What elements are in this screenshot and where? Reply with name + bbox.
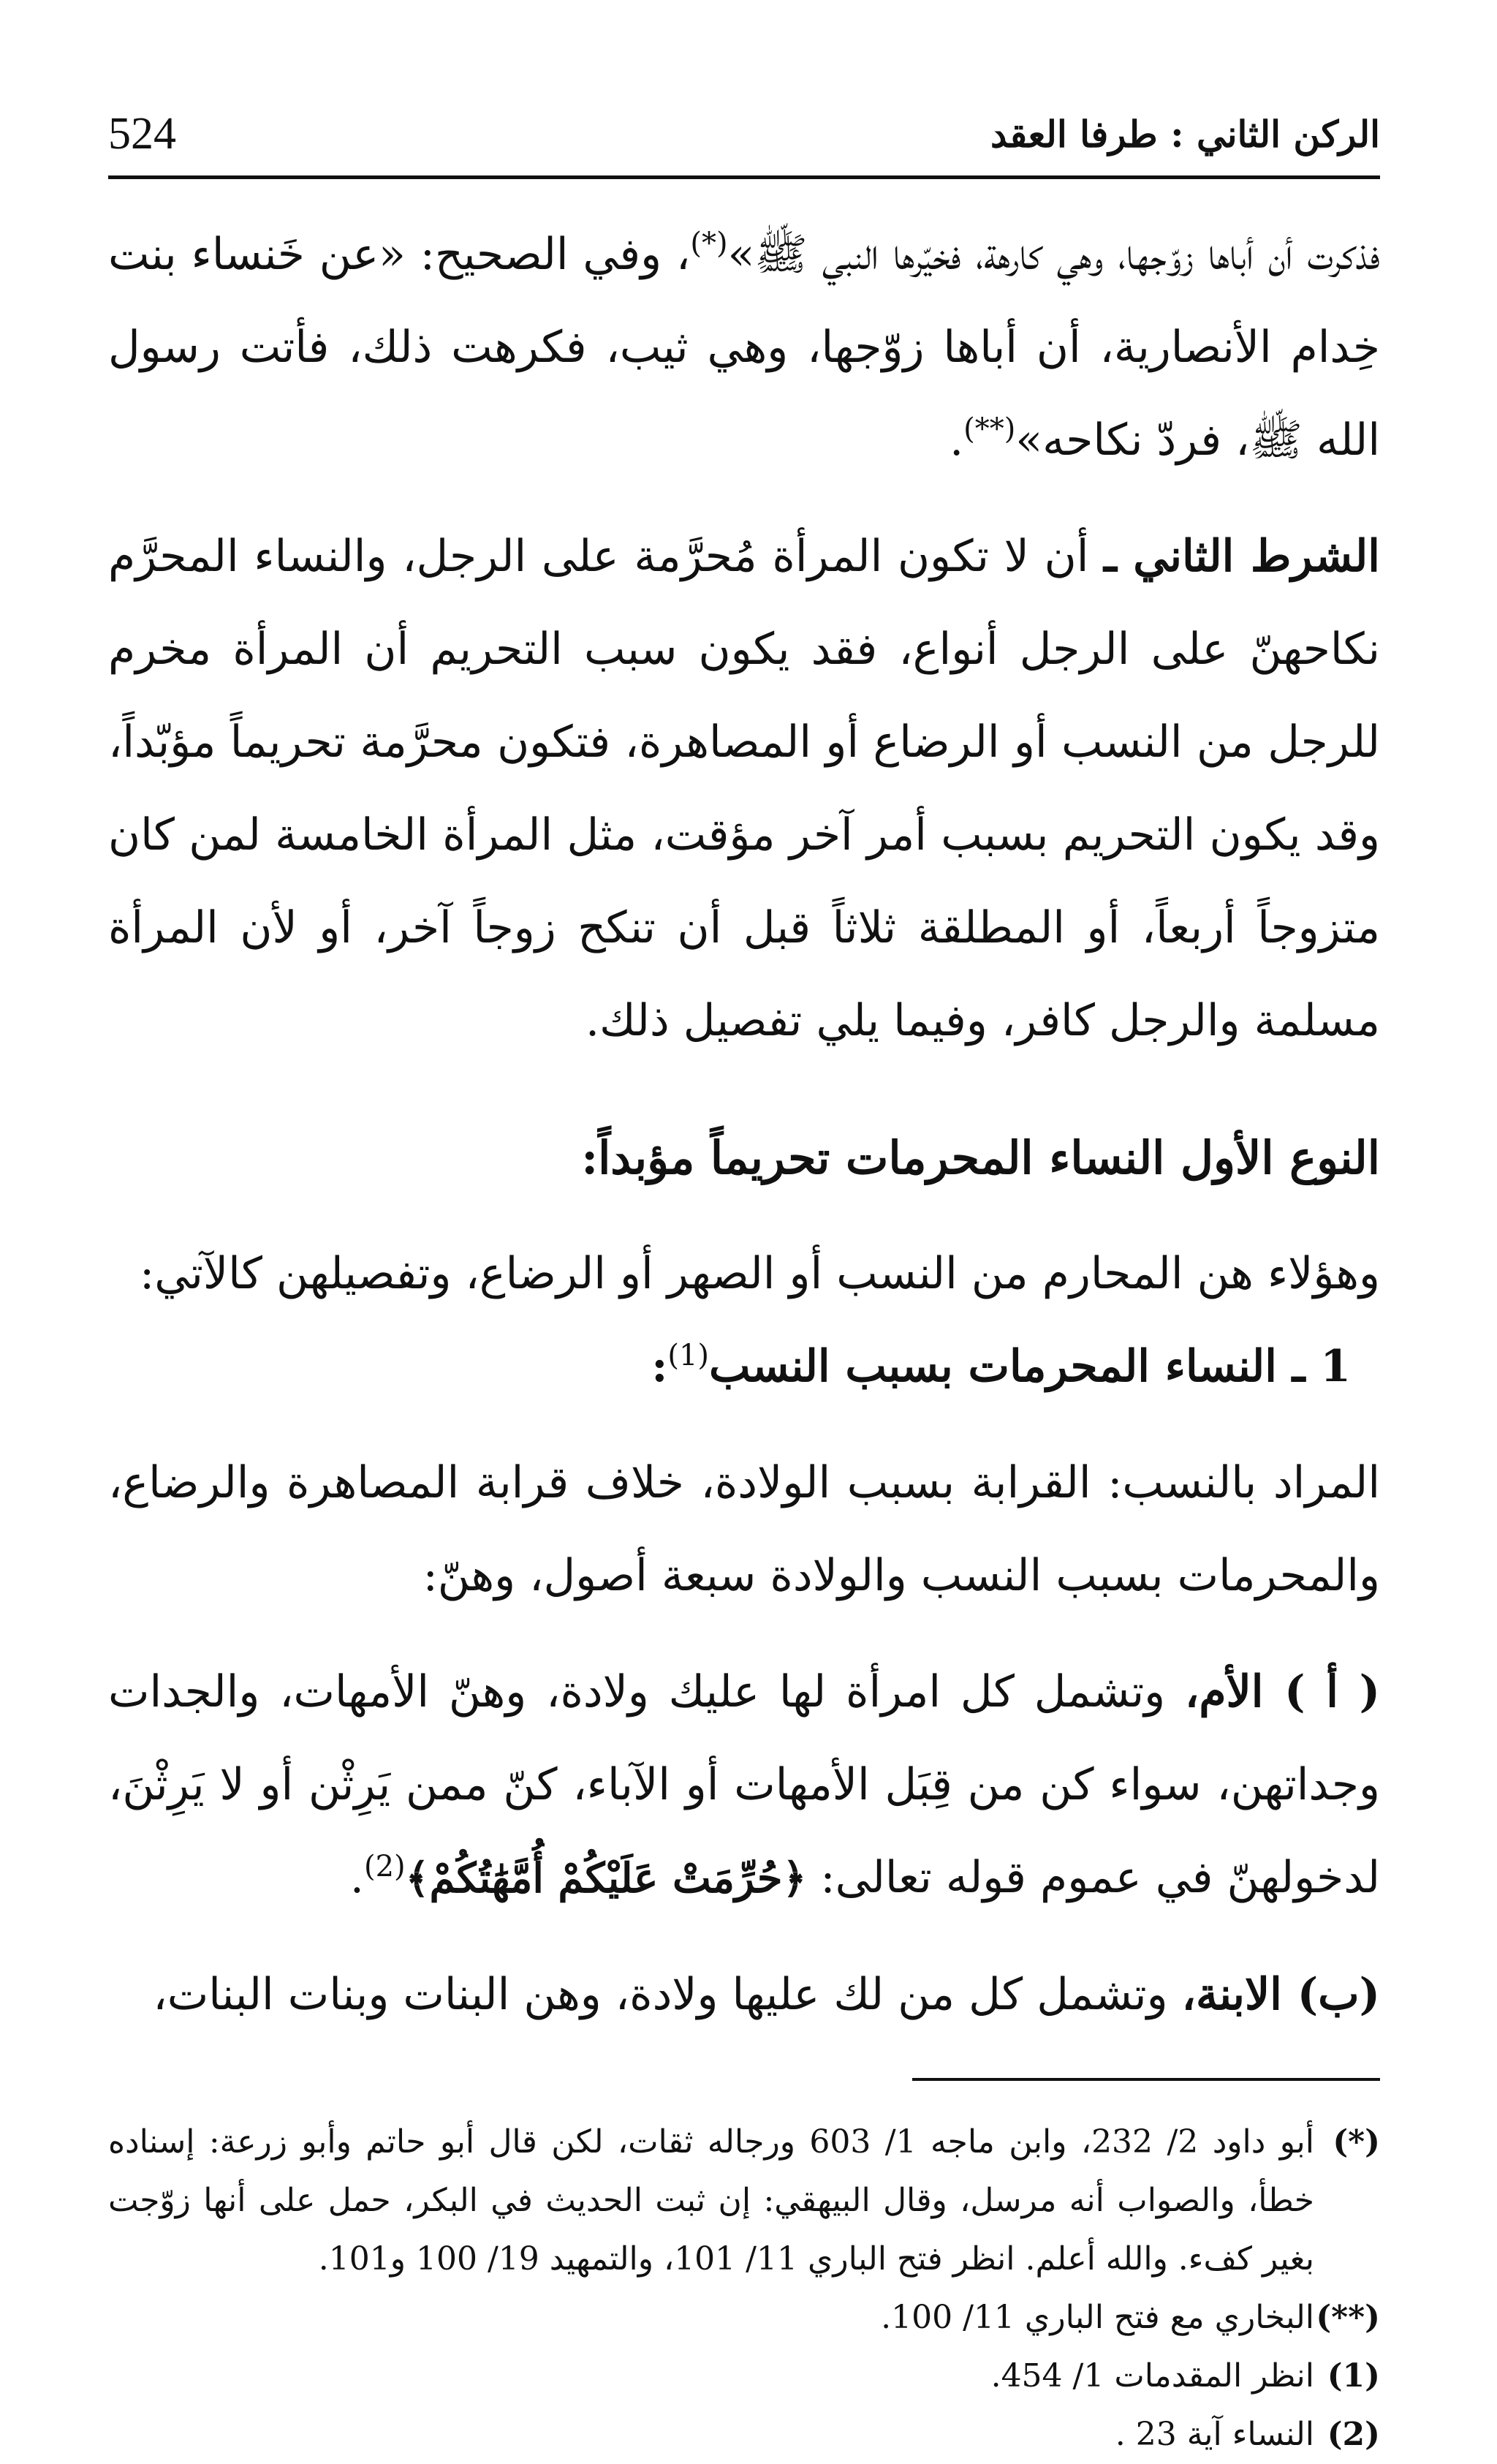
footnote-mark: (2) bbox=[1327, 2416, 1380, 2453]
book-page bbox=[108, 88, 1380, 2453]
footnote-item bbox=[108, 2113, 1380, 2289]
paragraph-4: المراد بالنسب: القرابة بسبب الولادة، خلاف قرابة المصاهرة والرضاع، والمحرمات بسبب النسب والولادة سبعة أصول، وهنّ: bbox=[108, 1457, 1380, 1601]
running-title: الركن الثاني : طرفا العقد bbox=[990, 113, 1380, 156]
footnotes bbox=[108, 2113, 1380, 2464]
paragraph-2-text: أن لا تكون المرأة مُحرَّمة على الرجل، والنساء المحرَّم نكاحهنّ على الرجل أنواع، فقد يكون سبب التحريم أن المرأة مخرم للرجل من النسب أو الرضاع أو المصاهرة، فتكون محرَّمة تحريماً مؤبّداً، وقد يكون التحريم بسبب أمر آخر مؤقت، مثل المرأة الخامسة لمن كان متزوجاً أربعاً، أو المطلقة ثلاثاً قبل أن تنكح زوجاً آخر، أو لأن المرأة مسلمة والرجل كافر، وفيما يلي تفصيل ذلك. bbox=[108, 531, 1380, 1046]
paragraph-5-end: . bbox=[349, 1852, 364, 1903]
footnote-mark: (**) bbox=[1316, 2299, 1380, 2336]
footnote-mark: (*) bbox=[1333, 2123, 1380, 2161]
subsection-heading-text: 1 ـ النساء المحرمات بسبب النسب bbox=[709, 1341, 1351, 1392]
paragraph-1 bbox=[108, 208, 1380, 487]
item-a-label: ( أ ) الأم، bbox=[1185, 1666, 1380, 1717]
footnote-text: النساء آية 23 . bbox=[1115, 2416, 1314, 2453]
paragraph-5-text: وتشمل كل امرأة لها عليك ولادة، وهنّ الأمهات، والجدات وجداتهن، سواء كن من قِبَل الأمهات أو الآباء، كنّ ممن يَرِثْن أو لا يَرِثْنَ، لدخولهنّ في عموم قوله تعالى: bbox=[108, 1666, 1380, 1903]
footnote-mark: (1) bbox=[1327, 2357, 1380, 2395]
footnote-item bbox=[108, 2406, 1380, 2464]
footnote-ref-star[interactable]: (*) bbox=[690, 227, 728, 260]
footnote-ref-2[interactable]: (2) bbox=[363, 1850, 406, 1883]
paragraph-6 bbox=[108, 1949, 1380, 2041]
footnote-text: انظر المقدمات 1/ 454. bbox=[990, 2357, 1314, 2395]
paragraph-1-text: فذكرت أن أباها زوّجها، وهي كارهة، فخيّرها النبي ﷺ» bbox=[727, 229, 1380, 280]
footnote-text: أبو داود 2/ 232، وابن ماجه 1/ 603 ورجاله ثقات، لكن قال أبو حاتم وأبو زرعة: إسناده خطأ، والصواب أنه مرسل، وقال البيهقي: إن ثبت الحديث في البكر، حمل على أنها زوّجت بغير كفء. والله أعلم. انظر فتح الباري 11/ 101، والتمهيد 19/ 100 و101. bbox=[108, 2123, 1314, 2278]
page-number: 524 bbox=[108, 109, 176, 159]
main-text bbox=[108, 208, 1380, 2041]
footnote-ref-double-star[interactable]: (**) bbox=[963, 412, 1016, 446]
running-header bbox=[108, 88, 1380, 179]
subsection-heading-end: : bbox=[651, 1341, 668, 1392]
footnote-ref-1[interactable]: (1) bbox=[667, 1339, 710, 1372]
paragraph-3: وهؤلاء هن المحارم من النسب أو الصهر أو الرضاع، وتفصيلهن كالآتي: bbox=[140, 1248, 1380, 1299]
condition-two-label: الشرط الثاني ـ bbox=[1104, 531, 1380, 582]
footnote-item bbox=[108, 2347, 1380, 2406]
footnote-text: البخاري مع فتح الباري 11/ 100. bbox=[881, 2299, 1314, 2336]
section-heading: النوع الأول النساء المحرمات تحريماً مؤبداً: bbox=[581, 1131, 1380, 1184]
paragraph-5 bbox=[108, 1646, 1380, 1925]
footnote-item bbox=[108, 2289, 1380, 2347]
quran-verse: ﴿حُرِّمَتْ عَلَيْكُمْ أُمَّهَٰتُكُمْ﴾ bbox=[405, 1854, 807, 1902]
subsection-heading bbox=[108, 1320, 1380, 1413]
paragraph-2 bbox=[108, 510, 1380, 1067]
item-b-label: (ب) الابنة، bbox=[1181, 1969, 1380, 2020]
footnote-separator bbox=[912, 2078, 1380, 2081]
paragraph-1-end: . bbox=[950, 415, 964, 466]
paragraph-1-continuation: ، وفي الصحيح: «عن خَنساء بنت خِدام الأنصارية، أن أباها زوّجها، وهي ثيب، فكرهت ذلك، فأتت رسول الله ﷺ، فردّ نكاحه» bbox=[108, 229, 1380, 466]
paragraph-6-text: وتشمل كل من لك عليها ولادة، وهن البنات وبنات البنات، bbox=[153, 1969, 1182, 2020]
